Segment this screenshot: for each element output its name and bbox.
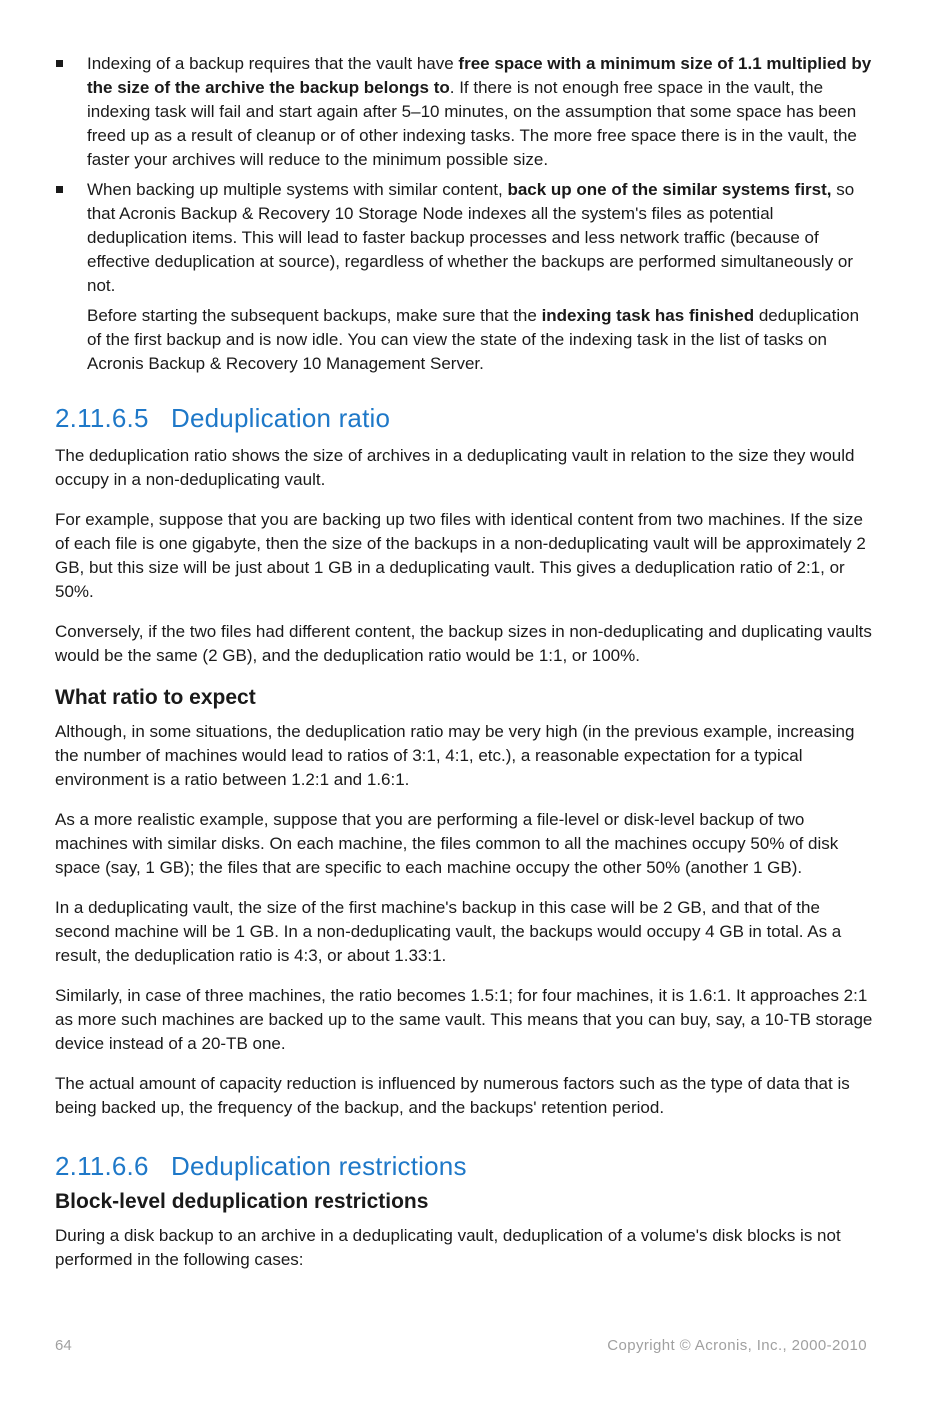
page-content <box>55 52 875 1272</box>
square-bullet-icon <box>56 60 63 67</box>
section-number: 2.11.6.5 <box>55 403 149 433</box>
bold-text: indexing task has finished <box>541 306 755 325</box>
section-heading-deduplication-restrictions <box>55 1150 875 1182</box>
paragraph: Conversely, if the two files had different content, the backup sizes in non-deduplicating and duplicating vaults would be the same (2 GB), and the deduplication ratio would be 1:1, or 100%. <box>55 622 872 665</box>
paragraph: The actual amount of capacity reduction is influenced by numerous factors such as the type of data that is being backed up, the frequency of the backup, and the backups' retention period. <box>55 1074 850 1117</box>
bullet-continuation: Before starting the subsequent backups, make sure that the indexing task has finished deduplication of the first backup and is now idle. You can view the state of the indexing task in the list of tasks on Acronis Backup & Recovery 10 Management Server. <box>87 306 860 373</box>
paragraph: Similarly, in case of three machines, the ratio becomes 1.5:1; for four machines, it is 1.6:1. It approaches 2:1 as more such machines are backed up to the same vault. This means that you can buy, say, a 10-TB storage device instead of a 20-TB one. <box>55 986 873 1053</box>
paragraph: The deduplication ratio shows the size of archives in a deduplicating vault in relation to the size they would occupy in a non-deduplicating vault. <box>55 446 855 489</box>
square-bullet-icon <box>56 186 63 193</box>
section-heading-deduplication-ratio <box>55 402 875 434</box>
subheading-block-level-restrictions: Block-level deduplication restrictions <box>55 1190 429 1213</box>
paragraph: During a disk backup to an archive in a deduplicating vault, deduplication of a volume's disk blocks is not performed in the following cases: <box>55 1226 841 1269</box>
paragraph: In a deduplicating vault, the size of the first machine's backup in this case will be 2 GB, and that of the second machine will be 1 GB. In a non-deduplicating vault, the backups would occupy 4 GB in total. As a result, the deduplication ratio is 4:3, or about 1.33:1. <box>55 898 842 965</box>
section-title: Deduplication restrictions <box>171 1151 467 1181</box>
section-number: 2.11.6.6 <box>55 1151 149 1181</box>
bullet-text: When backing up multiple systems with similar content, back up one of the similar systems first, so that Acronis Backup & Recovery 10 Storage Node indexes all the system's files as potential deduplication items. This will lead to faster backup processes and less network traffic (because of effective deduplication at source), regardless of whether the backups are performed simultaneously or not. <box>87 180 855 295</box>
subheading-what-ratio-to-expect: What ratio to expect <box>55 686 256 709</box>
page-number: 64 <box>55 1337 72 1354</box>
bullet-list <box>55 52 875 376</box>
paragraph: Although, in some situations, the deduplication ratio may be very high (in the previous example, increasing the number of machines would lead to ratios of 3:1, 4:1, etc.), a reasonable expectation for a typical environment is a ratio between 1.2:1 and 1.6:1. <box>55 722 855 789</box>
bullet-item <box>55 178 875 376</box>
section-title: Deduplication ratio <box>171 403 391 433</box>
bullet-item <box>55 52 875 172</box>
paragraph: As a more realistic example, suppose that you are performing a file-level or disk-level backup of two machines with similar disks. On each machine, the files common to all the machines occupy 50% of disk space (say, 1 GB); the files that are specific to each machine occupy the other 50% (another 1 GB). <box>55 810 839 877</box>
paragraph: For example, suppose that you are backing up two files with identical content from two machines. If the size of each file is one gigabyte, then the size of the backups in a non-deduplicating vault will be approximately 2 GB, but this size will be just about 1 GB in a deduplicating vault. This gives a deduplication ratio of 2:1, or 50%. <box>55 510 866 601</box>
copyright-notice: Copyright © Acronis, Inc., 2000-2010 <box>607 1337 867 1354</box>
bold-text: free space with a minimum size of 1.1 multiplied by the size of the archive the backup belongs to <box>87 54 872 97</box>
bold-text: back up one of the similar systems first, <box>507 180 832 199</box>
bullet-text: Indexing of a backup requires that the vault have free space with a minimum size of 1.1 multiplied by the size of the archive the backup belongs to. If there is not enough free space in the vault, the indexing task will fail and start again after 5–10 minutes, on the assumption that some space has been freed up as a result of cleanup or of other indexing tasks. The more free space there is in the vault, the faster your archives will reduce to the minimum possible size. <box>87 54 872 169</box>
